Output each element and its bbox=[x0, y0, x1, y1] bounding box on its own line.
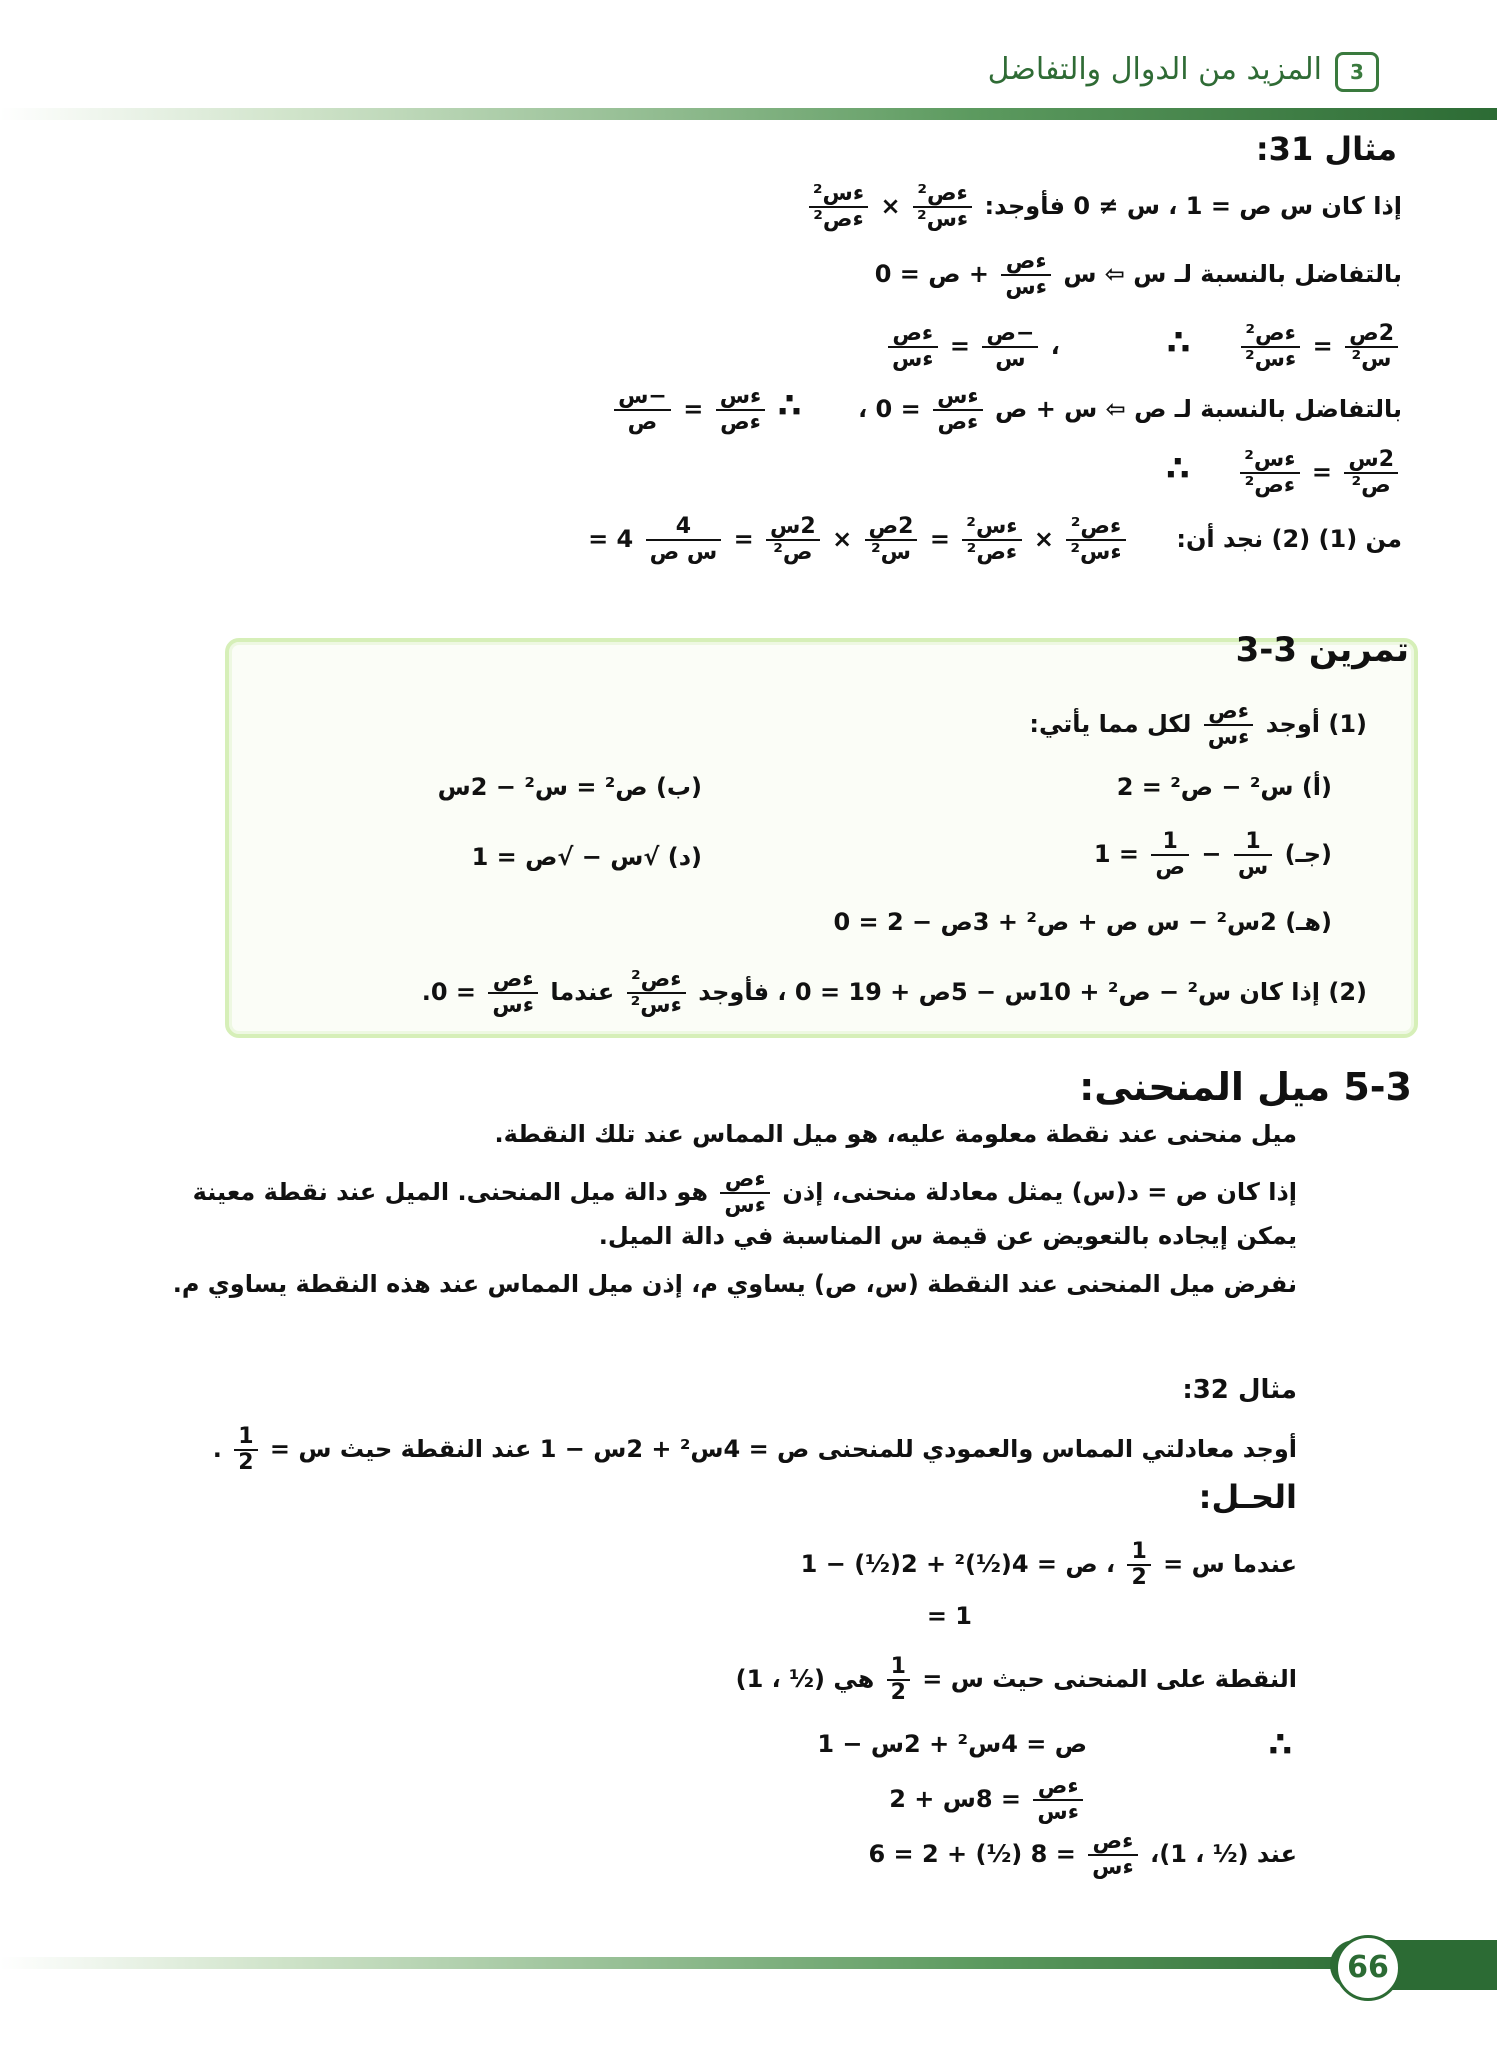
text: بالتفاضل بالنسبة لـ ص ⇦ س + ص bbox=[995, 395, 1402, 424]
chapter-icon: 3 bbox=[1335, 52, 1379, 92]
exercise-part-c: (جـ) $\frac{1}{\text{س}}$ − $\frac{1}{\text{ص}}$ = 1 bbox=[1093, 829, 1332, 881]
text: النقطة على المنحنى حيث س = bbox=[922, 1665, 1297, 1694]
fraction: $\frac{\text{ءص²}}{\text{ءس²}}$ bbox=[627, 968, 686, 1018]
solution-line1 bbox=[801, 1540, 1297, 1590]
text: ، ص = 4(½)² + 2(½) − 1 bbox=[800, 1550, 1116, 1579]
therefore-symbol: ∴ bbox=[1268, 1725, 1292, 1765]
fraction: $\frac{\text{2ص}}{\text{س²}}$ bbox=[1345, 322, 1398, 372]
header-divider bbox=[0, 108, 1497, 120]
text: هي (½ ، 1) bbox=[735, 1665, 875, 1694]
solution-line4: ص = 4س² + 2س − 1 bbox=[817, 1730, 1087, 1758]
page-number: 66 bbox=[1335, 1935, 1401, 2001]
fraction: $\frac{\text{ءص}}{\text{ءس}}$ bbox=[720, 1168, 770, 1218]
text: عند (½ ، 1)، bbox=[1150, 1840, 1297, 1869]
example31-line2 bbox=[875, 250, 1402, 300]
text: (جـ) bbox=[1284, 840, 1332, 869]
therefore-symbol: ∴ bbox=[1166, 323, 1191, 364]
separator: ، bbox=[1050, 332, 1060, 361]
text: + ص = 0 bbox=[874, 260, 989, 289]
example31-line5: ∴ $\frac{\text{ءس²}}{\text{ءص²}}$ = $\frac{\text{2س}}{\text{ص²}}$ bbox=[1166, 448, 1402, 498]
text: بالتفاضل بالنسبة لـ س ⇦ س bbox=[1063, 260, 1402, 289]
exercise-part-d: (د) √س − √ص = 1 bbox=[471, 843, 702, 871]
section-p3: يمكن إيجاده بالتعويض عن قيمة س المناسبة في دالة الميل. bbox=[598, 1222, 1297, 1250]
fraction: $\frac{1}{2}$ bbox=[234, 1425, 257, 1475]
section-heading bbox=[1079, 1065, 1412, 1109]
fraction: $\frac{1}{2}$ bbox=[1127, 1540, 1150, 1590]
fraction: $\frac{1}{\text{س}}$ bbox=[1234, 830, 1272, 880]
exercise-title: تمرين 3-3 bbox=[1235, 630, 1409, 670]
fraction: $\frac{\text{ءص}}{\text{ءس}}$ bbox=[1001, 250, 1051, 300]
fraction: $\frac{1}{2}$ bbox=[887, 1655, 910, 1705]
fraction: $\frac{\text{2س}}{\text{ص²}}$ bbox=[766, 515, 820, 565]
fraction: $\frac{4}{\text{س ص}}$ bbox=[646, 515, 722, 565]
solution-line6 bbox=[868, 1830, 1297, 1880]
exercise-q1 bbox=[1029, 700, 1367, 750]
fraction: $\frac{\text{ءس²}}{\text{ءص²}}$ bbox=[809, 182, 868, 232]
fraction: $\frac{\text{ءس²}}{\text{ءص²}}$ bbox=[1240, 448, 1299, 498]
fraction: $\frac{\text{ءس}}{\text{ءص}}$ bbox=[933, 385, 983, 435]
section-p4: نفرض ميل المنحنى عند النقطة (س، ص) يساوي م، إذن ميل المماس عند هذه النقطة يساوي م. bbox=[172, 1270, 1297, 1298]
section-title: ميل المنحنى: bbox=[1079, 1065, 1331, 1109]
text: = 0 ، bbox=[858, 395, 921, 424]
text: = 8 (½) + 2 = 6 bbox=[868, 1840, 1076, 1869]
solution-title: الحـل: bbox=[1198, 1478, 1297, 1516]
example32-title: مثال 32: bbox=[1182, 1375, 1297, 1405]
example31-line3: $\frac{\text{ءص}}{\text{ءس}}$ = $\frac{\text{−ص}}{\text{س}}$ ، ∴ $\frac{\text{ءص²}}{\text{ءس²}}$ = $\frac{\text{2ص}}{\text{س²}}$ bbox=[884, 322, 1402, 372]
example32-question bbox=[213, 1425, 1297, 1475]
example31-line1 bbox=[805, 182, 1402, 232]
fraction: $\frac{\text{−ص}}{\text{س}}$ bbox=[982, 322, 1038, 372]
equals: = bbox=[949, 332, 971, 361]
times-sign: × bbox=[880, 192, 901, 221]
text: = 0. bbox=[421, 978, 477, 1007]
fraction: $\frac{\text{2س}}{\text{ص²}}$ bbox=[1344, 448, 1398, 498]
exercise-q2 bbox=[422, 968, 1367, 1018]
fraction: $\frac{1}{\text{ص}}$ bbox=[1151, 830, 1189, 880]
section-p1: ميل منحنى عند نقطة معلومة عليه، هو ميل المماس عند تلك النقطة. bbox=[494, 1120, 1297, 1148]
footer-divider bbox=[0, 1957, 1400, 1969]
fraction: $\frac{\text{ءص}}{\text{ءس}}$ bbox=[488, 968, 538, 1018]
text: إذا كان س ص = 1 ، س ≠ 0 فأوجد: bbox=[984, 192, 1402, 221]
therefore-symbol: ∴ bbox=[777, 386, 802, 427]
fraction: $\frac{\text{ءص²}}{\text{ءس²}}$ bbox=[913, 182, 972, 232]
fraction: $\frac{\text{ءص²}}{\text{ءس²}}$ bbox=[1066, 515, 1125, 565]
fraction: $\frac{\text{ءس²}}{\text{ءص²}}$ bbox=[962, 515, 1021, 565]
fraction: $\frac{\text{ءص}}{\text{ءس}}$ bbox=[1204, 700, 1254, 750]
text: إذا كان ص = د(س) يمثل معادلة منحنى، إذن bbox=[782, 1178, 1297, 1207]
chapter-title: المزيد من الدوال والتفاضل bbox=[987, 52, 1322, 87]
text: (1) أوجد bbox=[1265, 710, 1367, 739]
solution-line3 bbox=[736, 1655, 1297, 1705]
text: = 8س + 2 bbox=[889, 1785, 1022, 1814]
exercise-part-a: (أ) س² − ص² = 2 bbox=[1116, 773, 1332, 801]
fraction: $\frac{\text{ءس}}{\text{ءص}}$ bbox=[716, 385, 766, 435]
text: لكل مما يأتي: bbox=[1029, 710, 1192, 739]
fraction: $\frac{\text{−س}}{\text{ص}}$ bbox=[614, 385, 671, 435]
example31-line4: بالتفاضل بالنسبة لـ ص ⇦ س + ص $\frac{\text{ءس}}{\text{ءص}}$ = 0 ، ∴ $\frac{\text{ءس}}{\text{ءص}}$ = $\frac{\text{−س}}{\text{ص}}$ bbox=[610, 385, 1402, 435]
fraction: $\frac{\text{ءص}}{\text{ءس}}$ bbox=[1088, 1830, 1138, 1880]
fraction: $\frac{\text{ءص}}{\text{ءس}}$ bbox=[888, 322, 938, 372]
fraction: $\frac{\text{ءص}}{\text{ءس}}$ bbox=[1033, 1775, 1083, 1825]
text: أوجد معادلتي المماس والعمودي للمنحنى ص = 4س² + 2س − 1 عند النقطة حيث س = bbox=[269, 1435, 1297, 1464]
section-p2 bbox=[193, 1168, 1297, 1218]
solution-line2: = 1 bbox=[926, 1602, 972, 1630]
text: من (1) (2) نجد أن: bbox=[1176, 525, 1402, 554]
solution-line5 bbox=[889, 1775, 1087, 1825]
fraction: $\frac{\text{ءص²}}{\text{ءس²}}$ bbox=[1241, 322, 1300, 372]
text: . bbox=[212, 1435, 222, 1464]
exercise-part-b: (ب) ص² = س² − 2س bbox=[437, 773, 702, 801]
result: 4 = bbox=[588, 525, 634, 554]
fraction: $\frac{\text{2ص}}{\text{س²}}$ bbox=[865, 515, 918, 565]
text: هو دالة ميل المنحنى. الميل عند نقطة معينة bbox=[192, 1178, 709, 1207]
text: = 1 bbox=[1093, 840, 1140, 869]
text: عندما س = bbox=[1163, 1550, 1297, 1579]
section-number: 5-3 bbox=[1343, 1065, 1412, 1109]
example31-line6: من (1) (2) نجد أن: $\frac{\text{ءص²}}{\text{ءس²}}$ × $\frac{\text{ءس²}}{\text{ءص²}}$ = $\frac{\text{2ص}}{\text{س²}}$ × $\frac{\text{2س}}{\text{ص²}}$ = $\frac{4}{\text{س ص}}$ 4 = bbox=[588, 514, 1402, 566]
example31-title: مثال 31: bbox=[1255, 130, 1397, 168]
therefore-symbol: ∴ bbox=[1165, 449, 1190, 490]
text: عندما bbox=[550, 978, 615, 1007]
text: (2) إذا كان س² − ص² + 10س − 5ص + 19 = 0 ، فأوجد bbox=[698, 978, 1367, 1007]
exercise-part-e: (هـ) 2س² − س ص + ص² + 3ص − 2 = 0 bbox=[833, 908, 1332, 936]
